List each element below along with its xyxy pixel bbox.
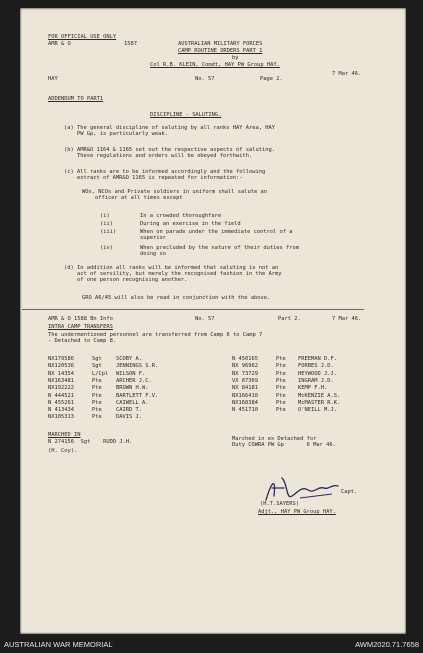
service-number: NX163481 bbox=[48, 377, 74, 384]
person-name: FORBES J.D. bbox=[298, 363, 334, 370]
exception-num: (iii) bbox=[100, 229, 117, 235]
service-number: NX 96962 bbox=[232, 363, 258, 370]
rank: Pte bbox=[92, 399, 102, 406]
paragraph-c-extract: WOs, NCOs and Private soldiers in uniform shall salute an officer at all times except bbox=[82, 189, 267, 202]
signatory-appointment: Adjt., HAY PW Group HAY. bbox=[258, 509, 336, 515]
person-name: SCOBY A. bbox=[116, 356, 142, 362]
document-title: AUSTRALIAN MILITARY FORCES bbox=[178, 41, 263, 47]
transfers-intro: The undermentioned personnel are transferred from Camp 6 to Camp 7 - Detached to Camp 8. bbox=[48, 332, 263, 345]
person-name: JENNINGS S.R. bbox=[116, 363, 159, 370]
exception-text: In a crowded thoroughfare bbox=[140, 213, 222, 219]
location: HAY bbox=[48, 76, 58, 82]
order-date: 7 Mar 46. bbox=[332, 71, 362, 77]
service-number: NX 73729 bbox=[232, 370, 258, 377]
rank: Pte bbox=[276, 385, 286, 392]
marched-in-company: (H. Coy). bbox=[48, 448, 78, 454]
signatory-rank: Capt. bbox=[341, 489, 358, 495]
person-name: ARCHER J.C. bbox=[116, 377, 152, 384]
service-number: N 413434 bbox=[48, 407, 74, 414]
rank: Pte bbox=[276, 356, 286, 362]
order-ref: AMR & O bbox=[48, 41, 71, 47]
part2-ref: AMR & O 1588 Bn Info bbox=[48, 316, 113, 322]
service-number: NX120536 bbox=[48, 363, 74, 370]
person-name: O'NEILL M.J. bbox=[298, 407, 337, 414]
rank: Pte bbox=[92, 392, 102, 399]
person-name: DAVIS J. bbox=[116, 414, 142, 421]
marched-in-entry: N 274156 Sgt RUDD J.H. bbox=[48, 439, 133, 445]
person-name: BROWN H.W. bbox=[116, 385, 149, 392]
rank: Pte bbox=[92, 407, 102, 414]
person-name: FREEMAN D.F. bbox=[298, 356, 337, 362]
rank: Pte bbox=[276, 392, 286, 399]
gro-note: GRO A6/45 will also be read in conjunction with the above. bbox=[82, 295, 271, 301]
service-number: NX179586 bbox=[48, 356, 74, 362]
by-label: by bbox=[232, 55, 239, 61]
service-number: VX 87369 bbox=[232, 377, 258, 384]
part2-date: 7 Mar 46. bbox=[332, 316, 362, 322]
official-use-label: FOR OFFICIAL USE ONLY bbox=[48, 34, 117, 40]
section-divider bbox=[22, 309, 364, 310]
part2-number: No. 57 bbox=[195, 316, 215, 322]
service-number: NX 84181 bbox=[232, 385, 258, 392]
service-number: N 455261 bbox=[48, 399, 74, 406]
rank: Pte bbox=[276, 363, 286, 370]
paragraph-c: (c) All ranks are to be informed accordingly and the following extract of AMR&O 1165 is repeated for information:- bbox=[64, 169, 266, 182]
archive-label: AUSTRALIAN WAR MEMORIAL bbox=[4, 640, 113, 649]
exception-num: (i) bbox=[100, 213, 110, 219]
order-ref-number: 1587 bbox=[124, 41, 137, 47]
service-number: NX166410 bbox=[232, 392, 258, 399]
paragraph-d: (d) In addition all ranks will be informed that saluting is not an act of servility, but merely the recognised fashion in the Army of one person recognising another. bbox=[64, 265, 282, 284]
addendum-heading: ADDENDUM TO PART1 bbox=[48, 96, 104, 102]
rank: Pte bbox=[276, 399, 286, 406]
rank: L/Cpl bbox=[92, 370, 109, 377]
rank: Pte bbox=[92, 385, 102, 392]
rank: Pte bbox=[276, 377, 286, 384]
person-name: INGRAM J.D. bbox=[298, 377, 334, 384]
transfers-heading: INTRA CAMP TRANSFERS bbox=[48, 324, 113, 330]
exception-num: (ii) bbox=[100, 221, 113, 227]
paragraph-b: (b) AMR&O 1164 & 1165 set out the respective aspects of saluting. These regulations and orders will be obeyed forthwith. bbox=[64, 147, 275, 160]
person-name: McKENZIE A.S. bbox=[298, 392, 341, 399]
subject-heading: DISCIPLINE - SALUTING. bbox=[150, 112, 222, 118]
person-name: McMASTER R.K. bbox=[298, 399, 341, 406]
service-number: N 451710 bbox=[232, 407, 258, 414]
person-name: HEYWOOD J.J. bbox=[298, 370, 337, 377]
service-number: N 450165 bbox=[232, 356, 258, 362]
person-name: KEMP F.H. bbox=[298, 385, 328, 392]
exception-text: During an exercise in the field bbox=[140, 221, 241, 227]
archive-reference: AWM2020.71.7658 bbox=[355, 640, 419, 649]
commander-line: Col R.B. KLEIN, Comdt, HAY PW Group HAY. bbox=[150, 62, 280, 68]
rank: Pte bbox=[276, 370, 286, 377]
rank: Pte bbox=[92, 414, 102, 421]
service-number: NX192222 bbox=[48, 385, 74, 392]
person-name: CAIWELL A. bbox=[116, 399, 149, 406]
service-number: N 444521 bbox=[48, 392, 74, 399]
exception-text: When precluded by the nature of their duties from doing so bbox=[140, 245, 300, 258]
part2-part: Part 2. bbox=[278, 316, 301, 322]
rank: Pte bbox=[92, 377, 102, 384]
rank: Sgt bbox=[92, 363, 102, 370]
exception-text: When on parade under the immediate control of a superior bbox=[140, 229, 293, 242]
person-name: WILSON F. bbox=[116, 370, 146, 377]
rank: Pte bbox=[276, 407, 286, 414]
person-name: BARTLETT F.V. bbox=[116, 392, 159, 399]
service-number: NX105313 bbox=[48, 414, 74, 421]
marched-in-note: Marched in ex Detached for Duty COWRA PW Gp 6 Mar 46. bbox=[232, 436, 336, 449]
person-name: CAIRD T. bbox=[116, 407, 142, 414]
service-number: NX 14354 bbox=[48, 370, 74, 377]
paragraph-a: (a) The general discipline of saluting by all ranks HAY Area, HAY PW Gp, is particularly weak. bbox=[64, 125, 275, 138]
page-number: Page 2. bbox=[260, 76, 283, 82]
signatory-name: (H.T.SAYERS) bbox=[260, 501, 299, 507]
order-number: No. 57 bbox=[195, 76, 215, 82]
exception-num: (iv) bbox=[100, 245, 113, 251]
rank: Sgt bbox=[92, 356, 102, 362]
service-number: NX168384 bbox=[232, 399, 258, 406]
document-subtitle: CAMP ROUTINE ORDERS PART 1 bbox=[178, 48, 263, 54]
marched-in-heading: MARCHED IN bbox=[48, 432, 81, 438]
